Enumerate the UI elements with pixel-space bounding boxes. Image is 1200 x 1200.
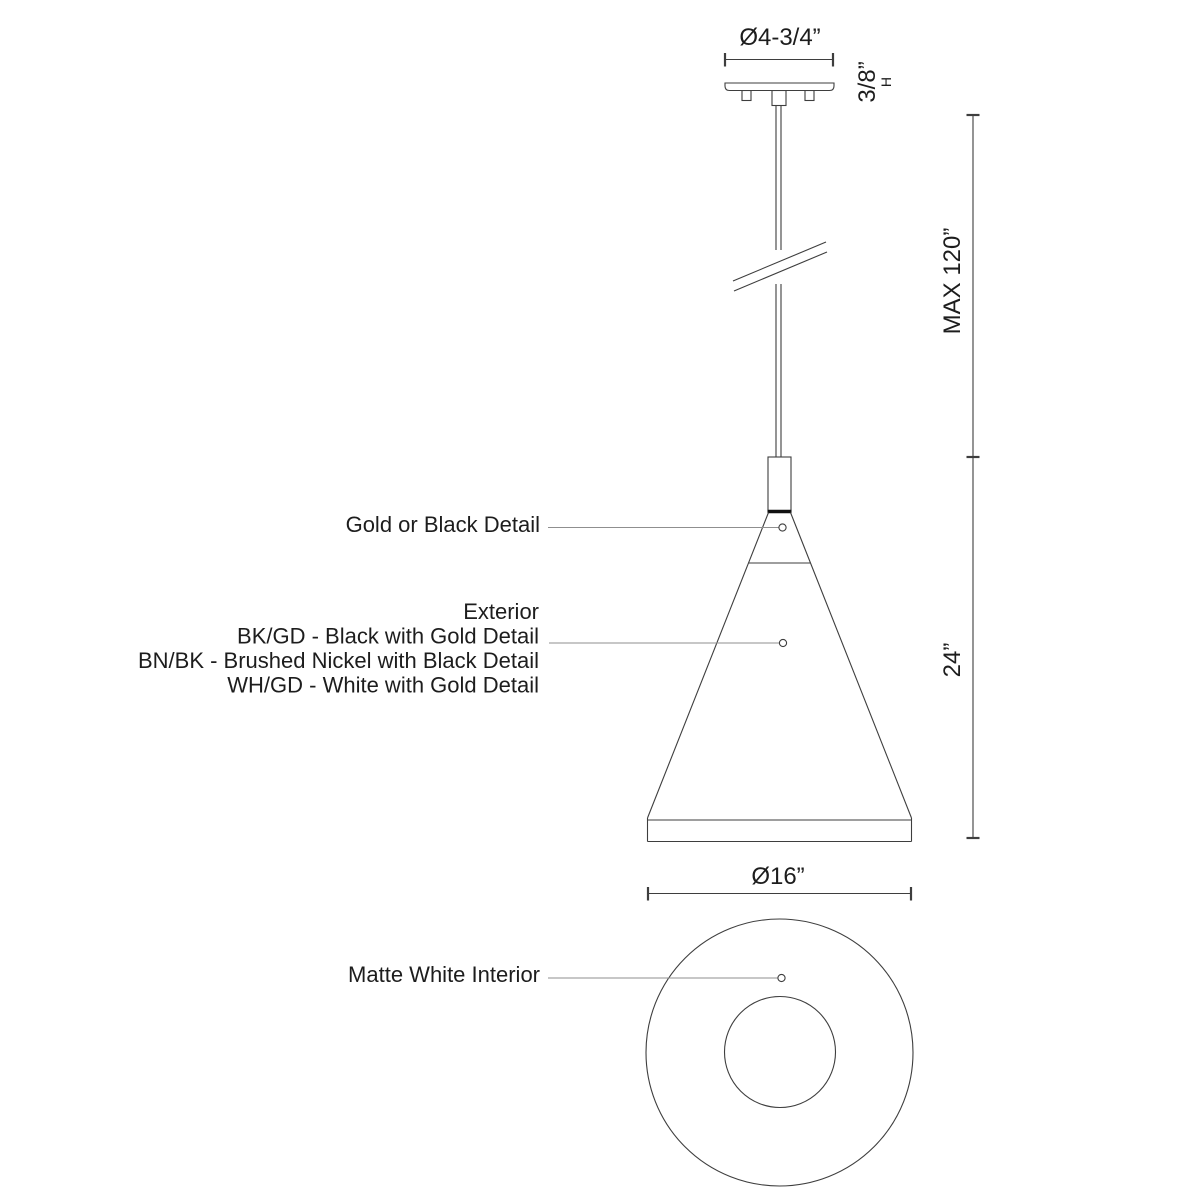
- gold-detail-label: Gold or Black Detail: [345, 512, 540, 537]
- dimension-shade-height: [939, 643, 966, 678]
- canopy-plate: [725, 83, 834, 91]
- cone-right-edge: [791, 513, 912, 819]
- cord-break-symbol: [733, 242, 827, 291]
- shade-side-view: [648, 513, 912, 842]
- shade-height-value: 24”: [939, 642, 966, 678]
- bottom-view-outer-circle: [646, 919, 913, 1186]
- exterior-leader-node: [779, 639, 786, 646]
- dimension-canopy-height: [854, 61, 894, 102]
- canopy-screw-left: [742, 91, 751, 101]
- canopy-height-unit: H: [878, 76, 894, 88]
- canopy-height-value: 3/8”: [854, 61, 881, 103]
- max-height-value: MAX 120”: [939, 227, 966, 335]
- dimension-shade-diameter: [648, 863, 911, 901]
- exterior-option-bkgd: BK/GD - Black with Gold Detail: [237, 623, 539, 649]
- callout-gold-detail: [346, 512, 787, 537]
- exterior-heading: Exterior: [463, 599, 539, 624]
- shade-diameter-value: Ø16”: [751, 863, 805, 890]
- canopy-assembly: [725, 83, 834, 106]
- exterior-option-bnbk: BN/BK - Brushed Nickel with Black Detail: [137, 648, 539, 673]
- exterior-option-whgd: WH/GD - White with Gold Detail: [227, 672, 539, 698]
- socket-body: [768, 457, 791, 511]
- dimension-canopy-diameter: [725, 24, 833, 67]
- dimension-max-height: [939, 228, 966, 335]
- suspension-cord: [733, 106, 827, 458]
- gold-detail-leader-node: [779, 524, 786, 531]
- callout-interior: [348, 962, 785, 987]
- canopy-stem: [772, 91, 786, 106]
- interior-leader-node: [778, 974, 785, 981]
- shade-bottom-view: [646, 919, 913, 1186]
- bottom-view-inner-circle: [725, 997, 836, 1108]
- interior-label: Matte White Interior: [348, 962, 540, 987]
- cone-left-edge: [648, 513, 769, 819]
- socket: [768, 457, 792, 512]
- canopy-screw-right: [805, 91, 814, 101]
- dimension-height-line: [967, 115, 980, 838]
- callout-exterior: [138, 599, 787, 698]
- canopy-diameter-value: Ø4-3/4”: [739, 24, 821, 51]
- break-line-upper: [733, 242, 826, 281]
